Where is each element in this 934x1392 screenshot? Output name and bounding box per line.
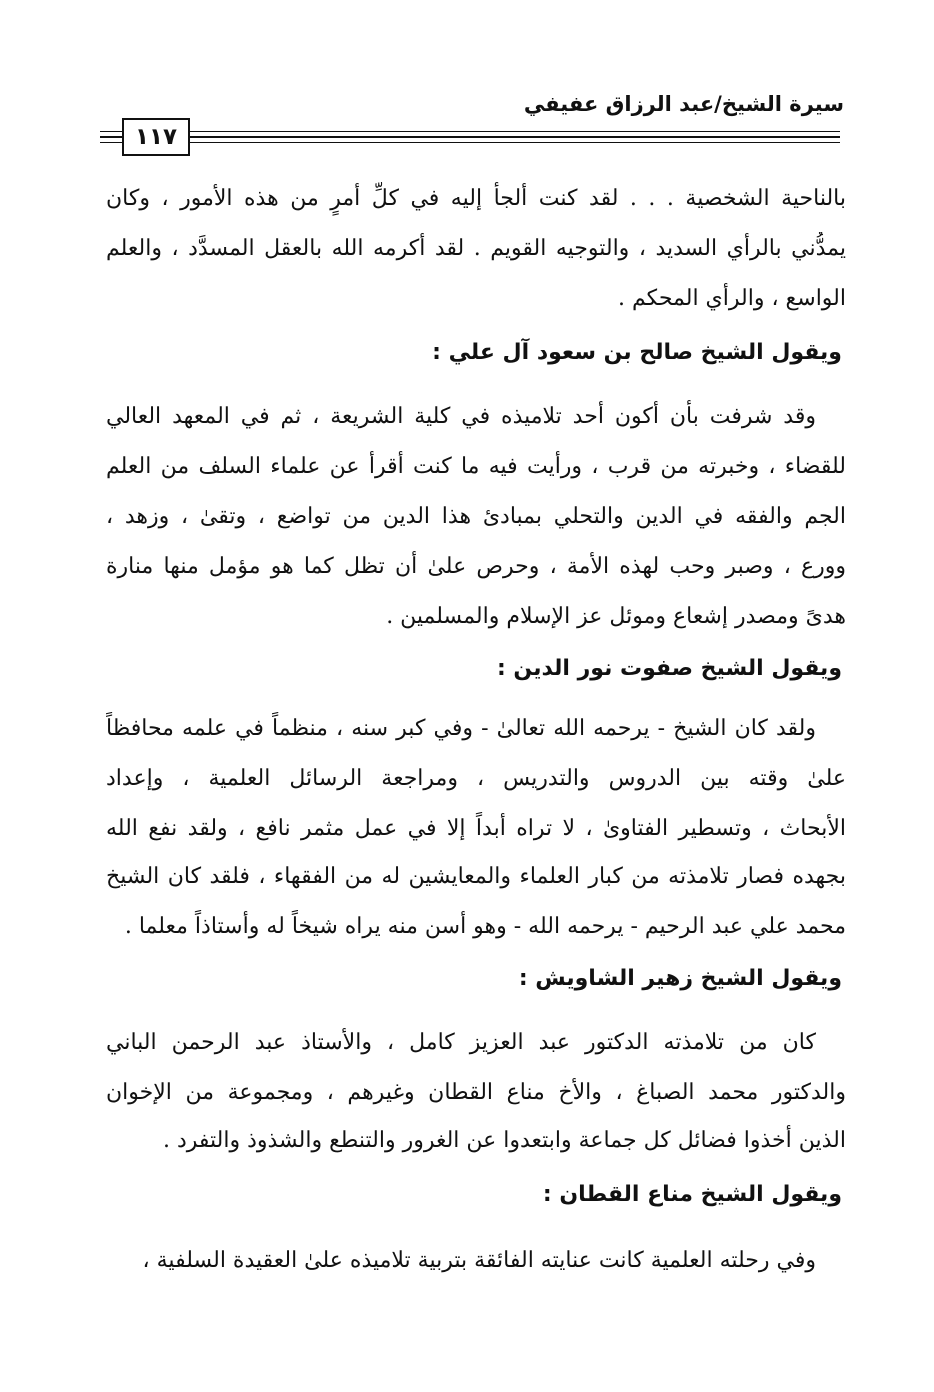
text-line: يمدُّني بالرأي السديد ، والتوجيه القويم . لقد أكرمه الله بالعقل المسدَّد ، والعلم bbox=[106, 236, 846, 261]
text-line: الأبحاث ، وتسطير الفتاوىٰ ، لا تراه أبداً إلا في عمل مثمر نافع ، ولقد نفع الله bbox=[106, 816, 846, 841]
text-line: كان من تلامذته الدكتور عبد العزيز كامل ، والأستاذ عبد الرحمن الباني bbox=[106, 1030, 816, 1055]
text-line: وفي رحلته العلمية كانت عنايته الفائقة بتربية تلاميذه علىٰ العقيدة السلفية ، bbox=[142, 1248, 816, 1273]
section-heading: ويقول الشيخ مناع القطان : bbox=[542, 1182, 842, 1207]
text-line: الذين أخذوا فضائل كل جماعة وابتعدوا عن الغرور والتنطع والشذوذ والتفرد . bbox=[162, 1128, 846, 1153]
text-line: وورع ، وصبر وحب لهذه الأمة ، وحرص علىٰ أن تظل كما هو مؤمل منها منارة bbox=[106, 554, 846, 579]
header-rule-top bbox=[100, 131, 840, 132]
section-heading: ويقول الشيخ صالح بن سعود آل علي : bbox=[432, 340, 842, 365]
section-heading: ويقول الشيخ صفوت نور الدين : bbox=[496, 656, 842, 681]
text-line: والدكتور محمد الصباغ ، والأخ مناع القطان وغيرهم ، ومجموعة من الإخوان bbox=[106, 1080, 846, 1105]
header-rule-bottom bbox=[100, 142, 840, 143]
text-line: للقضاء ، وخبرته من قرب ، ورأيت فيه ما كنت أقرأ عن علماء السلف من العلم bbox=[106, 454, 846, 479]
text-line: علىٰ وقته بين الدروس والتدريس ، ومراجعة الرسائل العلمية ، وإعداد bbox=[106, 766, 846, 791]
text-line: بجهده فصار تلامذته من كبار العلماء والمعايشين له من الفقهاء ، فلقد كان الشيخ bbox=[106, 864, 846, 889]
text-line: محمد علي عبد الرحيم - يرحمه الله - وهو أسن منه يراه شيخاً له وأستاذاً معلما . bbox=[124, 914, 846, 939]
header-rule-middle bbox=[100, 136, 840, 138]
text-line: هدىً ومصدر إشعاع وموئل عز الإسلام والمسلمين . bbox=[386, 604, 846, 629]
running-title: سيرة الشيخ/عبد الرزاق عفيفي bbox=[523, 92, 844, 116]
text-line: الواسع ، والرأي المحكم . bbox=[618, 286, 846, 311]
section-heading: ويقول الشيخ زهير الشاويش : bbox=[518, 966, 842, 991]
text-line: الجم والفقه في الدين والتحلي بمبادئ هذا الدين من تواضع ، وتقىٰ ، وزهد ، bbox=[106, 504, 846, 529]
text-line: بالناحية الشخصية . . . لقد كنت ألجأ إليه في كلِّ أمرٍ من هذه الأمور ، وكان bbox=[106, 186, 846, 211]
text-line: وقد شرفت بأن أكون أحد تلاميذه في كلية الشريعة ، ثم في المعهد العالي bbox=[106, 404, 816, 429]
text-line: ولقد كان الشيخ - يرحمه الله تعالىٰ - وفي كبر سنه ، منظماً في علمه محافظاً bbox=[106, 716, 816, 741]
page-number: ١١٧ bbox=[122, 118, 190, 156]
